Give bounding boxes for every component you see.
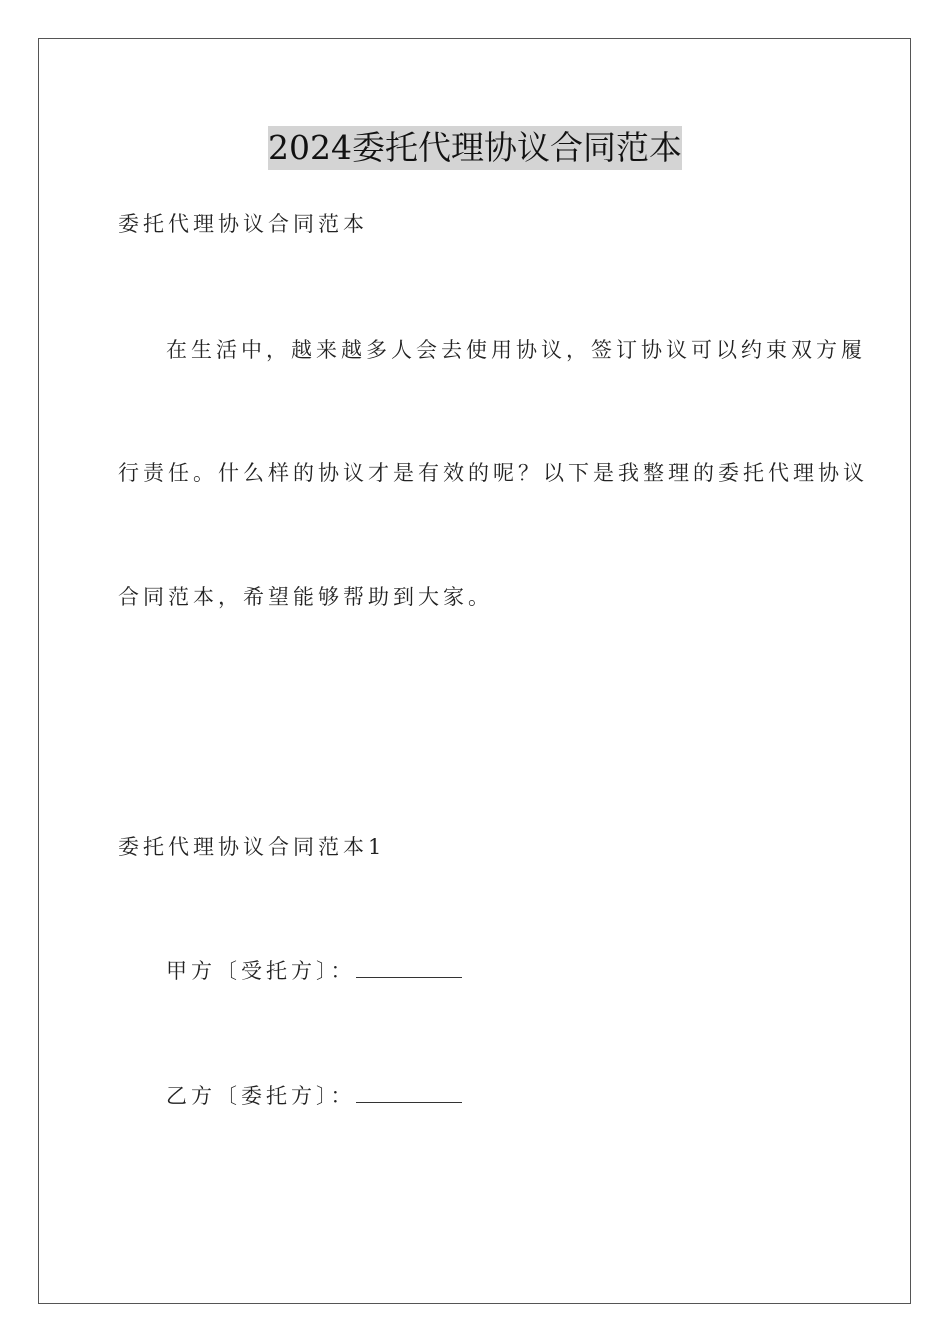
party-b-blank-field[interactable] [356,1082,462,1103]
document-title: 2024委托代理协议合同范本 [268,126,682,170]
title-container [0,126,950,170]
document-subtitle: 委托代理协议合同范本 [118,212,368,236]
intro-line-3: 合同范本，希望能够帮助到大家。 [118,585,493,609]
intro-line-2: 行责任。什么样的协议才是有效的呢？以下是我整理的委托代理协议 [118,461,868,485]
section-heading: 委托代理协议合同范本1 [118,835,386,859]
party-a-blank-field[interactable] [356,957,462,978]
party-a-label: 甲方〔受托方〕： [166,959,356,983]
party-a-row [166,957,462,985]
intro-line-1: 在生活中，越来越多人会去使用协议，签订协议可以约束双方履 [166,338,866,362]
party-b-row [166,1082,462,1110]
party-b-label: 乙方〔委托方〕： [166,1084,356,1108]
